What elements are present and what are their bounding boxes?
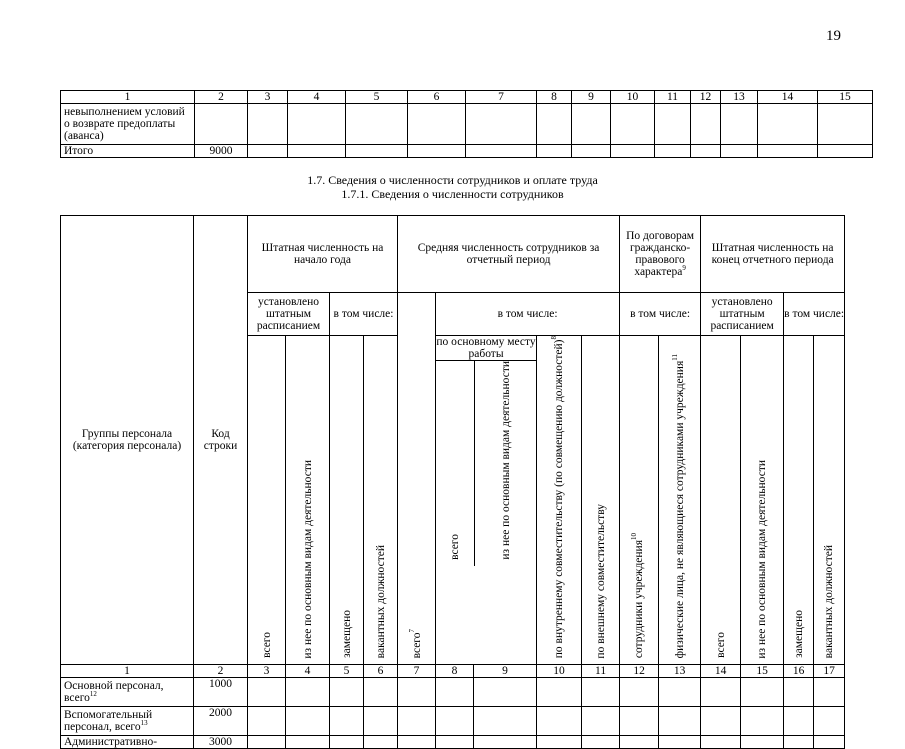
main-place-header: по основному месту работы (436, 336, 536, 360)
top-col-num: 5 (346, 91, 408, 104)
col-num: 12 (620, 665, 659, 678)
staff-start-header: Штатная численность на начало года (248, 216, 398, 293)
row-label: Вспомогательный персонал, всего$^{13}$ (61, 707, 194, 736)
v-main-activity-c-header: из нее по основным видам деятельности (741, 336, 784, 665)
row-code (195, 104, 248, 145)
top-col-num: 3 (248, 91, 288, 104)
col-num: 15 (741, 665, 784, 678)
column-number-row (61, 665, 845, 678)
established-header: установлено штатным расписанием (248, 293, 330, 336)
col-group-header: Группы персонала (категория персонала) (61, 216, 194, 665)
v-vacant-header: вакантных должностей (364, 336, 398, 665)
top-col-num: 15 (818, 91, 873, 104)
table-row (61, 678, 845, 707)
civil-including-header: в том числе: (620, 293, 701, 336)
col-num: 7 (398, 665, 436, 678)
v-internal-header: по внутреннему совместительству (по совмещению должностей)$^8$ (537, 336, 582, 665)
top-col-num: 6 (408, 91, 466, 104)
col-num: 11 (582, 665, 620, 678)
v-total-b-header: всего (436, 361, 475, 566)
section-title: 1.7. Сведения о численности сотрудников и оплате труда (307, 173, 598, 187)
row-label: Итого (61, 145, 195, 158)
v-main-activity-b-header: из нее по основным видам деятельности (499, 361, 512, 560)
row-code: 2000 (194, 707, 248, 736)
row-code: 1000 (194, 678, 248, 707)
col-num: 1 (61, 665, 194, 678)
table-row (61, 707, 845, 736)
v-total-header: всего (248, 336, 286, 665)
col-num: 2 (194, 665, 248, 678)
col-code-header: Код строки (194, 216, 248, 665)
top-table (60, 90, 873, 158)
civil-contracts-header: По договорам гражданско-правового характера$^9$ (620, 216, 701, 293)
row-code: 3000 (194, 736, 248, 749)
v-main-activity-header: из нее по основным видам деятельности (286, 336, 330, 665)
v-filled-header: замещено (330, 336, 364, 665)
staff-table (60, 215, 845, 749)
top-col-num: 1 (61, 91, 195, 104)
page-number: 19 (826, 28, 841, 44)
col-num: 16 (784, 665, 814, 678)
v-total-c-header: всего (701, 336, 741, 665)
top-col-num: 11 (655, 91, 691, 104)
col-num: 17 (814, 665, 845, 678)
section-subtitle: 1.7.1. Сведения о численности сотрудников (341, 187, 564, 201)
top-col-num: 4 (288, 91, 346, 104)
col-num: 5 (330, 665, 364, 678)
including-header: в том числе: (330, 293, 398, 336)
row-code: 9000 (195, 145, 248, 158)
staff-end-header: Штатная численность на конец отчетного периода (701, 216, 845, 293)
col-num: 10 (537, 665, 582, 678)
top-col-num: 12 (691, 91, 721, 104)
avg-count-header: Средняя численность сотрудников за отчетный период (398, 216, 620, 293)
main-place-group (436, 336, 537, 665)
top-col-num: 14 (758, 91, 818, 104)
top-col-num: 10 (611, 91, 655, 104)
top-col-num: 8 (537, 91, 572, 104)
v-filled-c-header: замещено (784, 336, 814, 665)
table-row (61, 104, 873, 145)
top-col-num: 9 (572, 91, 611, 104)
table-row (61, 736, 845, 749)
col-num: 6 (364, 665, 398, 678)
v-individuals-header: физические лица, не являющиеся сотрудниками учреждения$^{11}$ (659, 336, 701, 665)
avg-including-header: в том числе: (436, 293, 620, 336)
top-col-num: 2 (195, 91, 248, 104)
including-end-header: в том числе: (784, 293, 845, 336)
row-label: Основной персонал, всего$^{12}$ (61, 678, 194, 707)
col-num: 14 (701, 665, 741, 678)
row-label: невыполнением условий о возврате предоплаты (аванса) (61, 104, 195, 145)
established-end-header: установлено штатным расписанием (701, 293, 784, 336)
v-external-header: по внешнему совместительству (582, 336, 620, 665)
top-table-header-row (61, 91, 873, 104)
col-num: 4 (286, 665, 330, 678)
v-employees-header: сотрудники учреждения$^{10}$ (620, 336, 659, 665)
row-label: Административно- (61, 736, 194, 749)
table-row (61, 145, 873, 158)
avg-total-header: всего$^7$ (398, 293, 436, 665)
col-num: 13 (659, 665, 701, 678)
top-col-num: 7 (466, 91, 537, 104)
col-num: 8 (436, 665, 474, 678)
col-num: 9 (474, 665, 537, 678)
top-col-num: 13 (721, 91, 758, 104)
v-vacant-c-header: вакантных должностей (814, 336, 845, 665)
col-num: 3 (248, 665, 286, 678)
